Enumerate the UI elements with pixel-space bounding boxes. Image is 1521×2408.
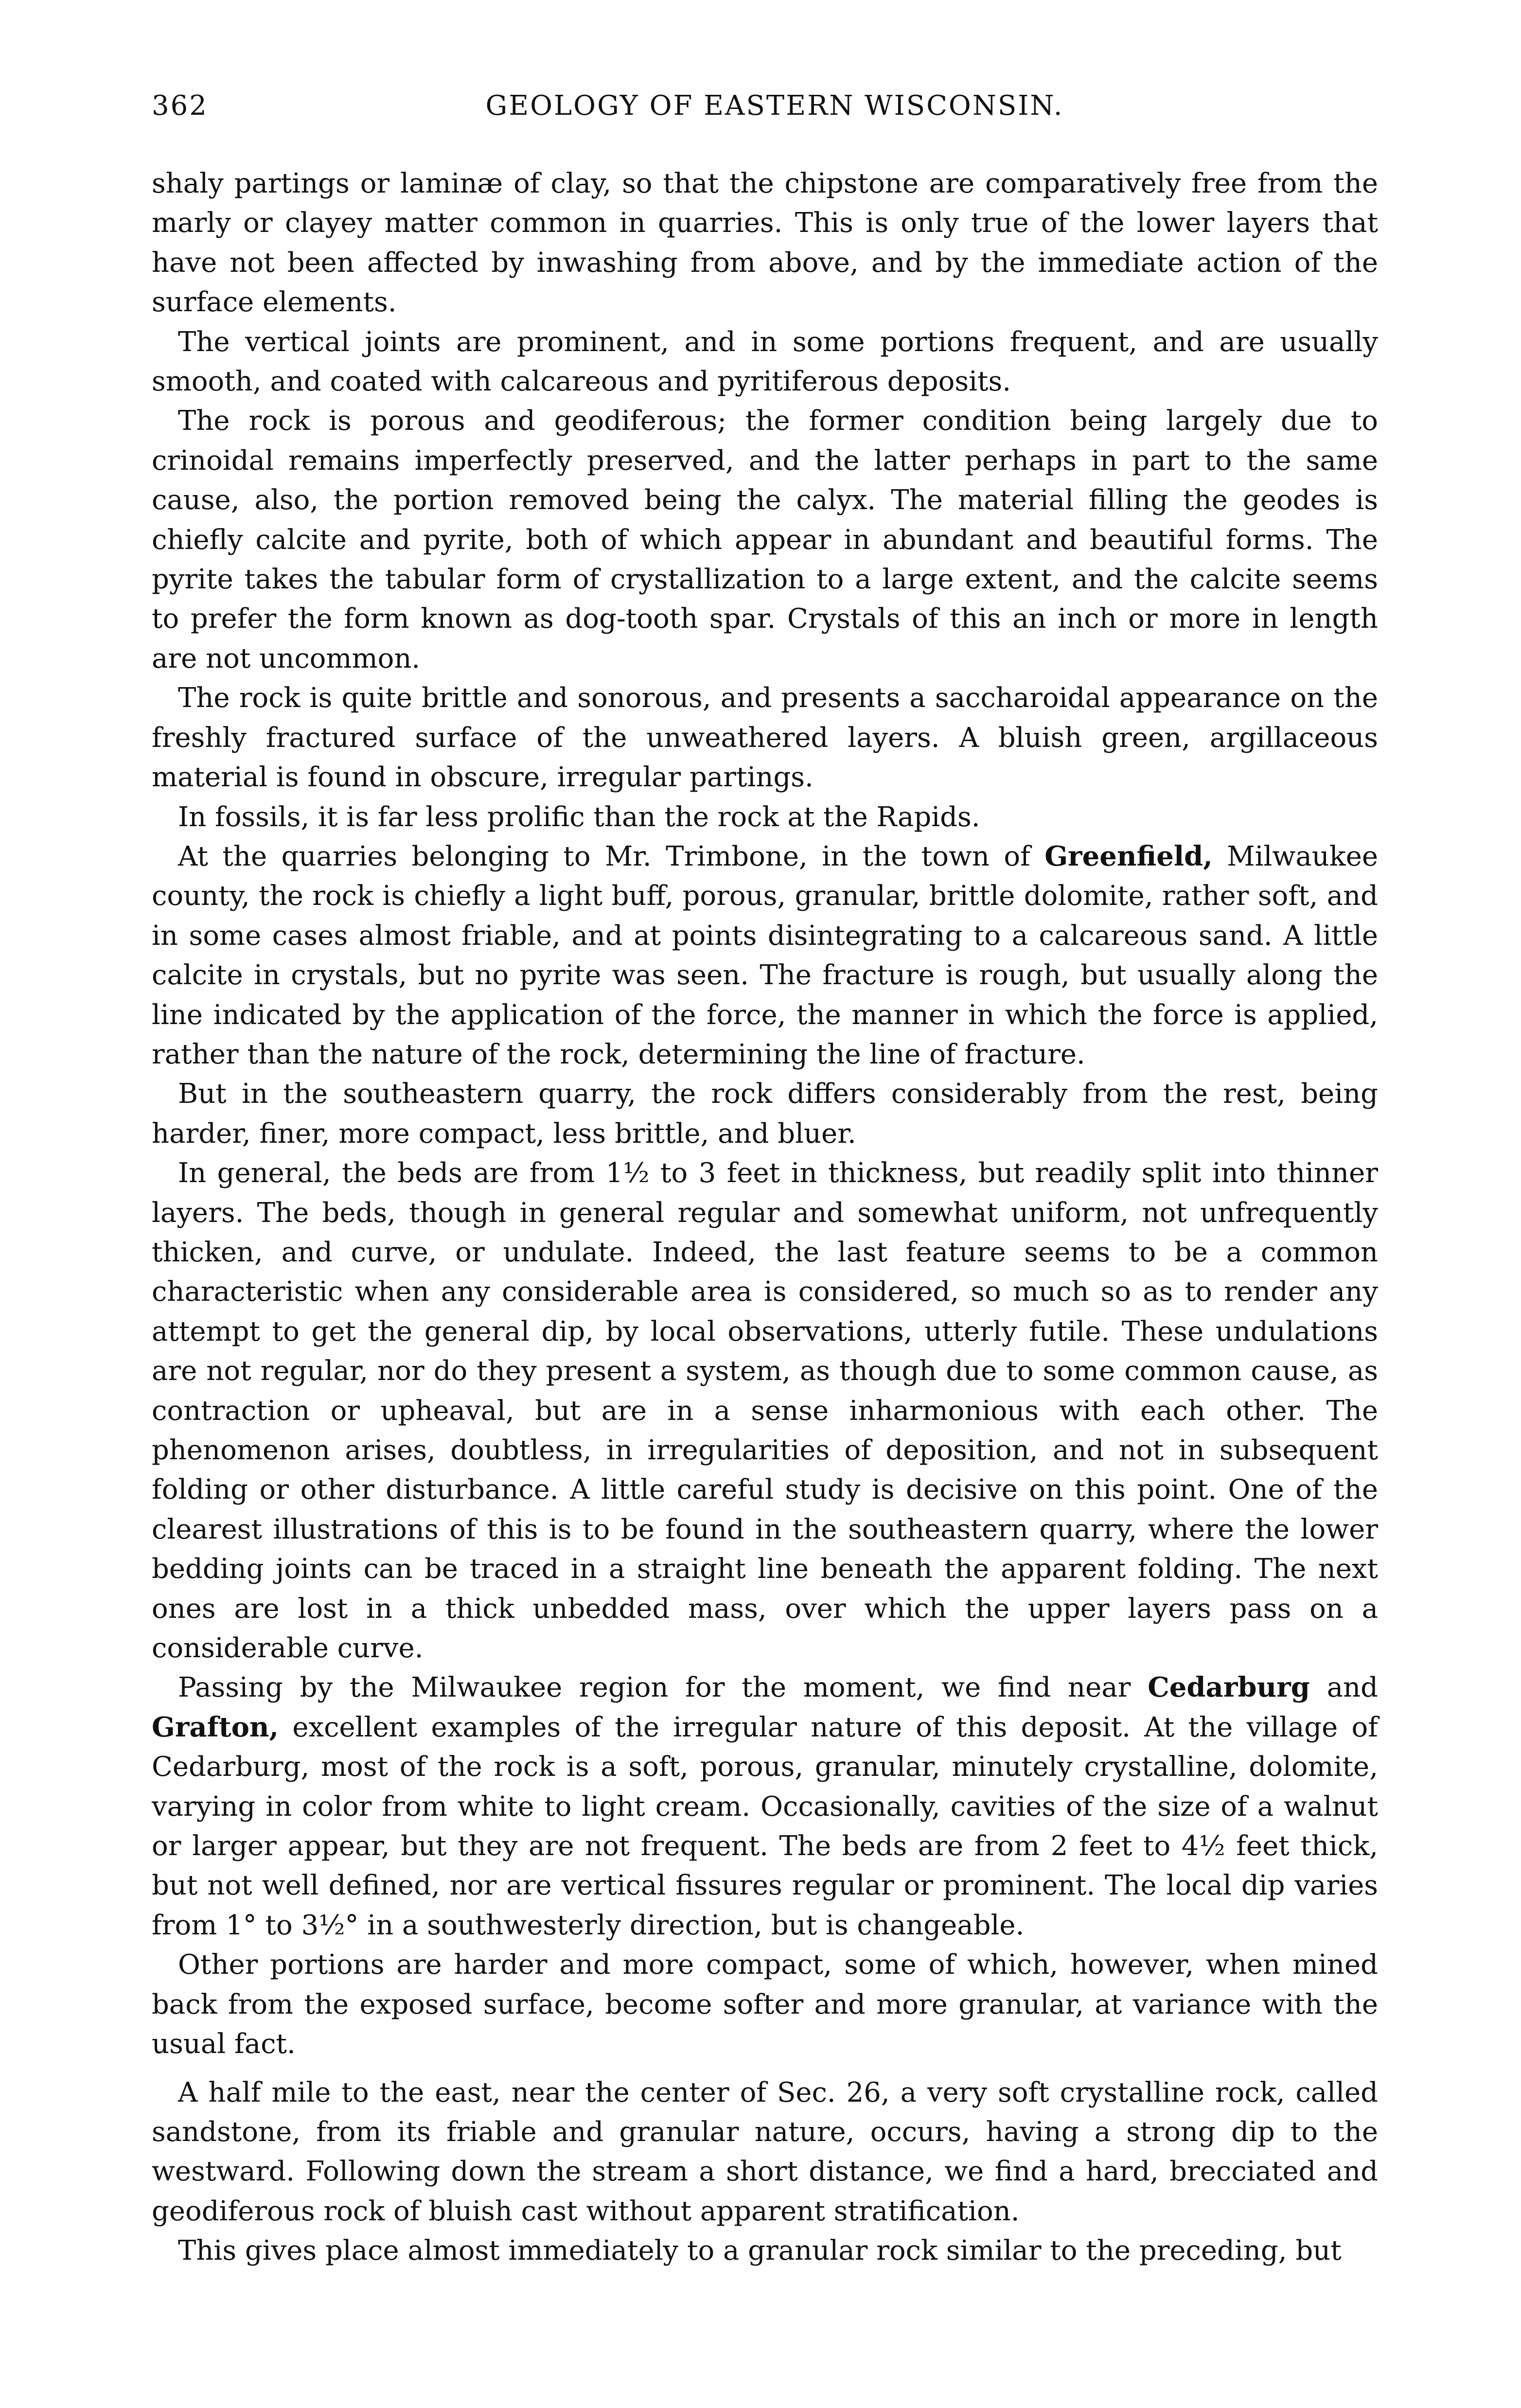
cedarburg-conjunction: and xyxy=(1309,1672,1378,1704)
page-header xyxy=(152,90,1378,134)
paragraph-continued: shaly partings or laminæ of clay, so that the chipstone are comparatively free from the marly or clayey matter common in quarries. This is only true of the lower layers that have not been affected by inwashing from above, and by the immediate action of the surface elements. xyxy=(152,168,1378,319)
paragraph-vertical-joints: The vertical joints are prominent, and in some portions frequent, and are usually smooth, and coated with calcareous and pyritiferous deposits. xyxy=(152,326,1378,398)
paragraph-half-mile-east: A half mile to the east, near the center of Sec. 26, a very soft crystalline rock, called sandstone, from its friable and granular nature, occurs, having a strong dip to the westward. Following down the stream a short distance, we find a hard, brecciated and geodiferous rock of bluish cast without apparent stratification. xyxy=(152,2076,1378,2227)
cedarburg-intro-text: Passing by the Milwaukee region for the moment, we find near xyxy=(178,1672,1148,1704)
place-name-grafton: Grafton, xyxy=(152,1711,279,1743)
paragraph-brittle-rock: The rock is quite brittle and sonorous, and presents a saccharoidal appearance on the freshly fractured surface of the unweathered layers. A bluish green, argillaceous material is found in obscure, irregular partings. xyxy=(152,682,1378,794)
paragraph-porous-rock: The rock is porous and geodiferous; the former condition being largely due to crinoidal remains imperfectly preserved, and the latter perhaps in part to the same cause, also, the portion removed being the calyx. The material filling the geodes is chiefly calcite and pyrite, both of which appear in abundant and beautiful forms. The pyrite takes the tabular form of crystallization to a large extent, and the calcite seems to prefer the form known as dog-tooth spar. Crystals of this an inch or more in length are not uncommon. xyxy=(152,405,1378,674)
body-text xyxy=(152,164,1378,2271)
paragraph-cedarburg-grafton xyxy=(152,1668,1378,1945)
greenfield-intro-text: At the quarries belonging to Mr. Trimbone, in the town of xyxy=(178,840,1045,872)
cedarburg-body-text: excellent examples of the irregular nature of this deposit. At the village of Cedarburg, most of the rock is a soft, porous, granular, minutely crystalline, dolomite, varying in color from white to light cream. Occasionally, cavities of the size of a walnut or larger appear, but they are not frequent. The beds are from 2 feet to 4½ feet thick, but not well defined, nor are vertical fissures regular or prominent. The local dip varies from 1° to 3½° in a southwesterly direction, but is changeable. xyxy=(152,1711,1378,1941)
place-name-greenfield: Greenfield, xyxy=(1044,840,1213,872)
page-number: 362 xyxy=(152,90,208,122)
paragraph-fossils: In fossils, it is far less prolific than the rock at the Rapids. xyxy=(178,801,980,833)
paragraph-granular-rock: This gives place almost immediately to a granular rock similar to the preceding, but xyxy=(178,2235,1342,2267)
greenfield-body-text: Milwaukee county, the rock is chiefly a light buff, porous, granular, brittle dolomite, rather soft, and in some cases almost friable, and at points disintegrating to a calcareous sand. A little calcite in crystals, but no pyrite was seen. The fracture is rough, but usually along the line indicated by the application of the force, the manner in which the force is applied, rather than the nature of the rock, determining the line of fracture. xyxy=(152,840,1378,1070)
paragraph-southeastern-quarry: But in the southeastern quarry, the rock differs considerably from the rest, being harder, finer, more compact, less brittle, and bluer. xyxy=(152,1078,1378,1150)
paragraph-greenfield xyxy=(152,837,1378,1074)
running-title: GEOLOGY OF EASTERN WISCONSIN. xyxy=(485,90,1064,122)
paragraph-other-portions: Other portions are harder and more compact, some of which, however, when mined back from the exposed surface, become softer and more granular, at variance with the usual fact. xyxy=(152,1949,1378,2060)
place-name-cedarburg: Cedarburg xyxy=(1148,1671,1310,1704)
paragraph-beds-general: In general, the beds are from 1½ to 3 feet in thickness, but readily split into thinner layers. The beds, though in general regular and somewhat uniform, not unfrequently thicken, and curve, or undulate. Indeed, the last feature seems to be a common characteristic when any considerable area is considered, so much so as to render any attempt to get the general dip, by local observations, utterly futile. These undulations are not regular, nor do they present a system, as though due to some common cause, as contraction or upheaval, but are in a sense inharmonious with each other. The phenomenon arises, doubtless, in irregularities of deposition, and not in subsequent folding or other disturbance. A little careful study is decisive on this point. One of the clearest illustrations of this is to be found in the southeastern quarry, where the lower bedding joints can be traced in a straight line beneath the apparent folding. The next ones are lost in a thick unbedded mass, over which the upper layers pass on a considerable curve. xyxy=(152,1157,1378,1664)
book-page xyxy=(152,90,1378,2271)
